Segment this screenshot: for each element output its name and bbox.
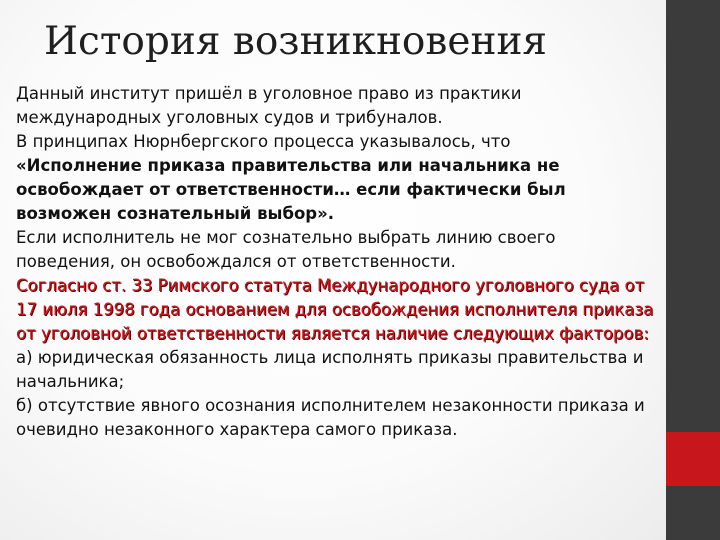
- paragraph-nuremberg: В принципах Нюрнбергского процесса указывалось, что: [16, 132, 511, 151]
- paragraph-rome-statute: Согласно ст. 33 Римского статута Международного уголовного суда от 17 июля 1998 года основанием для освобождения исполнителя приказа от уголовной ответственности является наличие следующих факторов:: [16, 276, 654, 343]
- paragraph-exemption: Если исполнитель не мог сознательно выбрать линию своего поведения, он освобождался от ответственности.: [16, 228, 556, 271]
- slide-body: [16, 82, 656, 442]
- slide-title: История возникновения: [44, 19, 548, 64]
- paragraph-quote: «Исполнение приказа правительства или начальника не освобождает от ответственности… если фактически был возможен сознательный выбор».: [16, 156, 566, 223]
- paragraph-intro: Данный институт пришёл в уголовное право из практики международных уголовных судов и трибуналов.: [16, 84, 522, 127]
- sidebar-accent-block: [666, 432, 720, 486]
- paragraph-factor-a: а) юридическая обязанность лица исполнять приказы правительства и начальника;: [16, 348, 644, 391]
- paragraph-factor-b: б) отсутствие явного осознания исполнителем незаконности приказа и очевидно незаконного характера самого приказа.: [16, 396, 645, 439]
